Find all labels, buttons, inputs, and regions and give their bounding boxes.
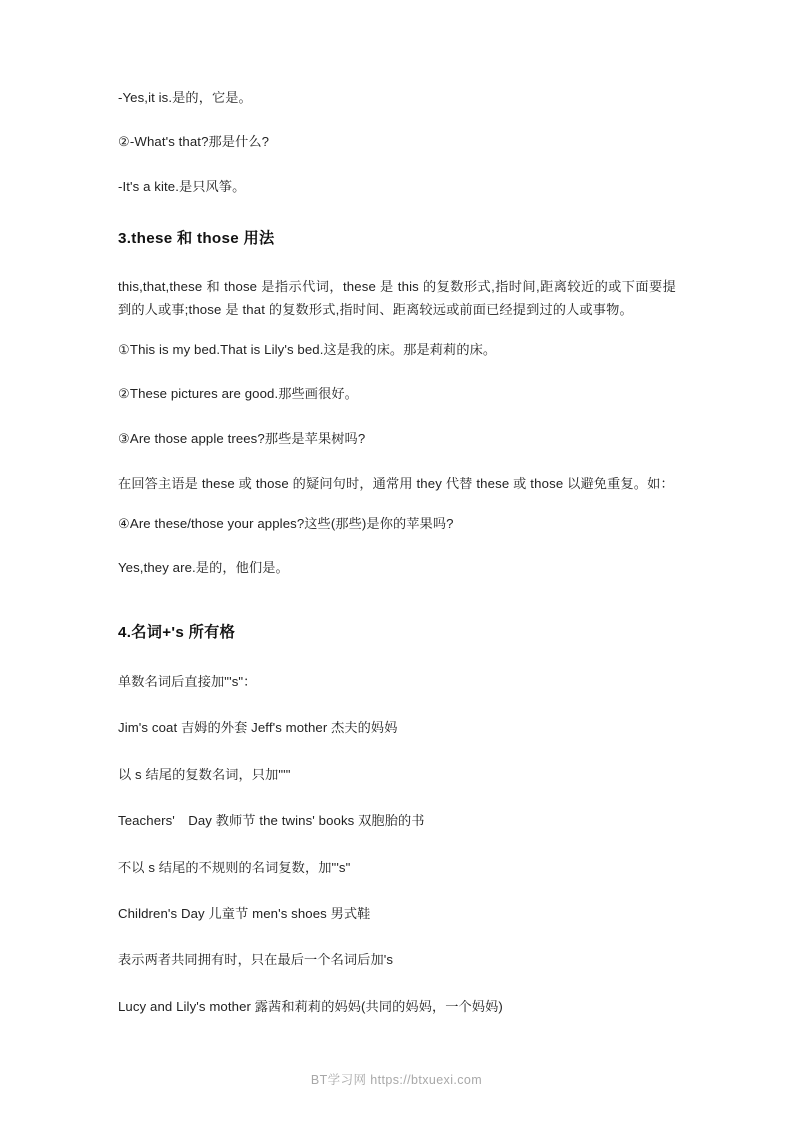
section4-line: 以 s 结尾的复数名词，只加"'" — [118, 766, 291, 782]
dialogue-line: -Yes,it is.是的，它是。 — [118, 90, 252, 105]
section3-note: 在回答主语是 these 或 those 的疑问句时，通常用 they 代替 these 或 those 以避免重复。如： — [118, 476, 674, 492]
dialogue-line: -It's a kite.是只风筝。 — [118, 178, 246, 194]
section3-example: ①This is my bed.That is Lily's bed.这是我的床。那是莉莉的床。 — [118, 341, 497, 357]
section3-example: ③Are those apple trees?那些是苹果树吗? — [118, 430, 366, 446]
section3-example: Yes,they are.是的，他们是。 — [118, 560, 289, 576]
section4-line: Jim's coat 吉姆的外套 Jeff's mother 杰夫的妈妈 — [118, 720, 398, 736]
section3-example: ④Are these/those your apples?这些(那些)是你的苹果吗? — [118, 515, 454, 531]
section4-line: 表示两者共同拥有时，只在最后一个名词后加's — [118, 952, 394, 968]
section3-example: ②These pictures are good.那些画很好。 — [118, 386, 358, 402]
section4-line: Teachers' Day 教师节 the twins' books 双胞胎的书 — [118, 813, 425, 829]
section-heading-possessive: 4.名词+'s 所有格 — [118, 623, 236, 641]
footer-watermark: BT学习网 https://btxuexi.com — [310, 1073, 483, 1087]
section-heading-these-those: 3.these 和 those 用法 — [118, 230, 275, 248]
section4-line: Lucy and Lily's mother 露茜和莉莉的妈妈(共同的妈妈，一个妈妈) — [118, 998, 503, 1014]
section4-line: 单数名词后直接加"'s"： — [118, 673, 257, 689]
section4-line: 不以 s 结尾的不规则的名词复数，加"'s" — [118, 859, 351, 875]
section4-line: Children's Day 儿童节 men's shoes 男式鞋 — [118, 906, 371, 921]
dialogue-line: ②-What's that?那是什么? — [118, 134, 270, 150]
document-body — [118, 88, 676, 1017]
section3-intro: this,that,these 和 those 是指示代词，these 是 this 的复数形式,指时间,距离较近的或下面要提到的人或事;those 是 that 的复数形式,指时间、距离较远或前面已经提到过的人或事物。 — [118, 279, 676, 318]
